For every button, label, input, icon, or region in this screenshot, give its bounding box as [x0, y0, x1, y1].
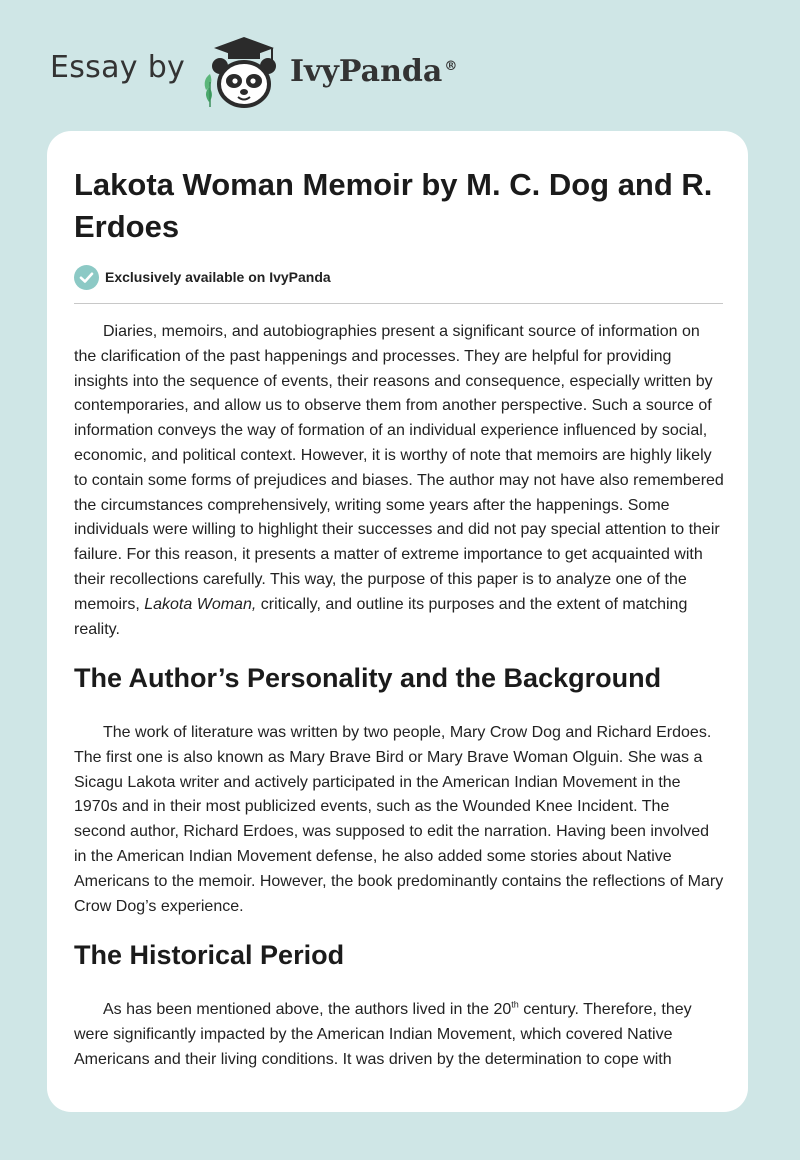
historical-text-start: As has been mentioned above, the authors lived in the 20: [103, 1001, 512, 1018]
historical-text-end: century. Therefore, they were significantly impacted by the American Indian Movement, which covered Native Americans and their living conditions. It was driven by the determination to cope with: [74, 1001, 692, 1068]
exclusive-badge: [74, 264, 331, 290]
brand-prefix: Essay by: [50, 50, 186, 85]
section-paragraph-author: The work of literature was written by two people, Mary Crow Dog and Richard Erdoes. The first one is also known as Mary Brave Bird or Mary Brave Woman Olguin. She was a Sicagu Lakota writer and actively participated in the American Indian Movement in the 1970s and in their most publicized events, such as the Wounded Knee Incident. The second author, Richard Erdoes, was supposed to edit the narration. Having been involved in the American Indian Movement defense, he also added some stories about Native Americans to the memoir. However, the book predominantly contains the reflections of Mary Crow Dog’s experience.: [74, 724, 724, 915]
panda-logo-icon: [200, 32, 284, 112]
brand-name-text: IvyPanda: [290, 54, 443, 89]
section-heading-historical: The Historical Period: [74, 940, 345, 970]
intro-book-title: Lakota Woman,: [144, 595, 257, 613]
intro-paragraph: [74, 320, 724, 642]
check-circle-icon: [74, 265, 99, 290]
page-title: Lakota Woman Memoir by M. C. Dog and R. Erdoes: [74, 167, 713, 244]
section-heading-author: The Author’s Personality and the Background: [74, 663, 662, 693]
brand-registered-mark: ®: [444, 59, 458, 74]
essay-card: [47, 131, 748, 1112]
brand-name: [290, 54, 457, 89]
section-paragraph-historical: [74, 998, 724, 1072]
brand-header[interactable]: [50, 28, 480, 108]
divider: [74, 303, 723, 304]
intro-text-end: critically, and outline its purposes and the extent of matching reality.: [74, 595, 688, 638]
exclusive-label: Exclusively available on IvyPanda: [105, 269, 331, 285]
ordinal-suffix: th: [511, 999, 519, 1010]
intro-text-start: Diaries, memoirs, and autobiographies present a significant source of information on the clarification of the past happenings and processes. They are helpful for providing insights into the sequence of events, their reasons and consequence, especially written by contemporaries, and allow us to observe them from another perspective. Such a source of information conveys the way of formation of an individual experience influenced by social, economic, and political context. However, it is worthy of note that memoirs are highly likely to contain some forms of prejudices and biases. The author may not have also remembered the circumstances comprehensively, writing some years after the happenings. Some individuals were willing to highlight their successes and did not pay special attention to their failure. For this reason, it presents a matter of extreme importance to get acquainted with their recollections carefully. This way, the purpose of this paper is to analyze one of the memoirs,: [74, 323, 724, 613]
